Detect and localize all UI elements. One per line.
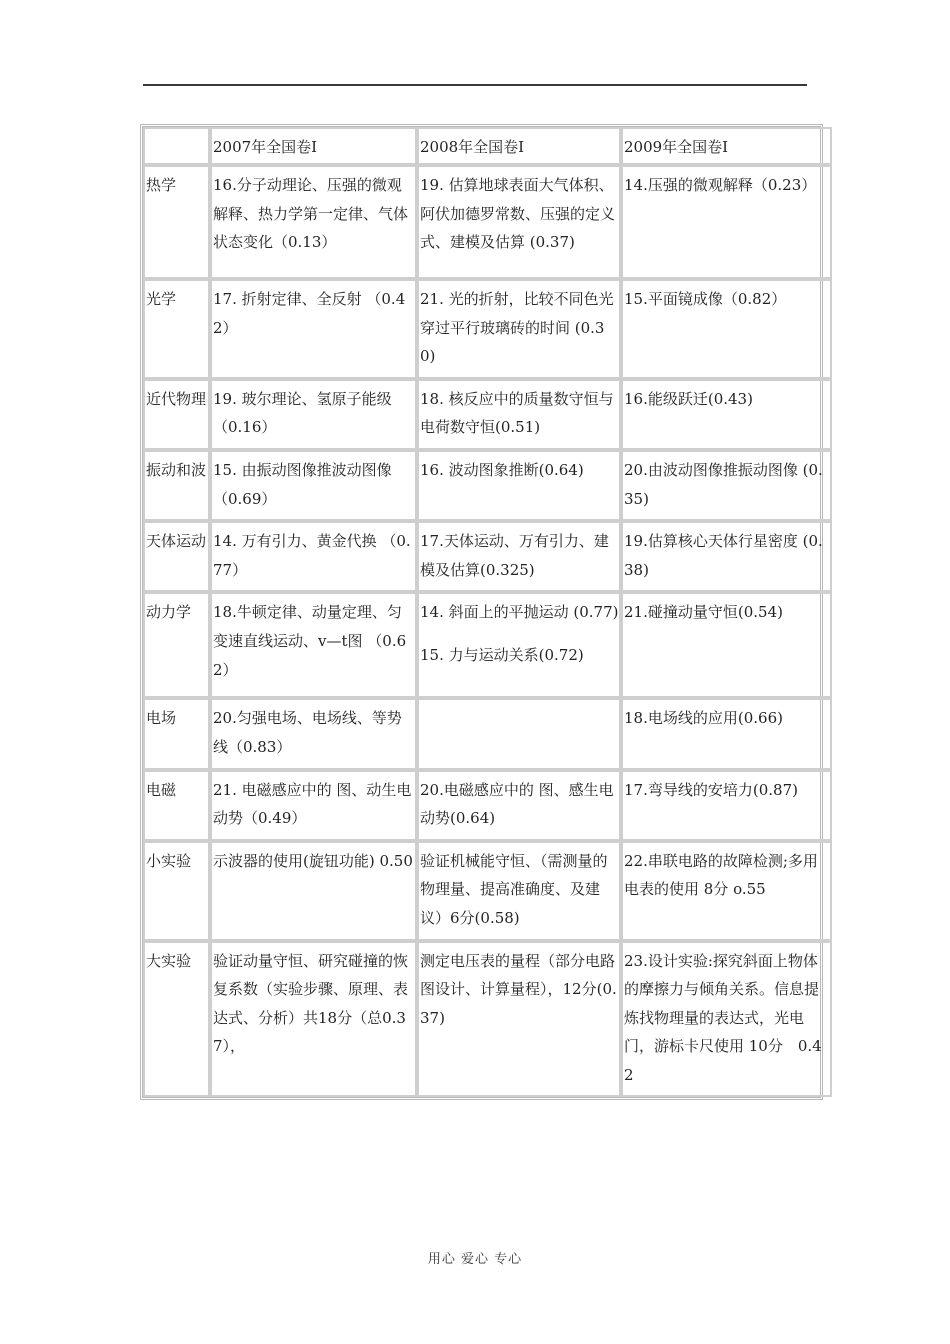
cell-2007: 15. 由振动图像推波动图像 （0.69） [210,450,417,521]
cell-2007: 21. 电磁感应中的 图、动生电动势（0.49） [210,770,417,841]
table-row [143,279,832,379]
cell-2008 [417,592,621,698]
cell-2008 [417,698,621,769]
header-cell-blank [143,127,210,165]
table-row [143,379,832,450]
cell-2008: 21. 光的折射，比较不同色光穿过平行玻璃砖的时间 (0.30) [417,279,621,379]
topic-cell: 光学 [143,279,210,379]
cell-2007: 14. 万有引力、黄金代换 （0.77） [210,521,417,592]
cell-2009: 20.由波动图像推振动图像 (0.35) [621,450,832,521]
table-row [143,450,832,521]
cell-2009: 18.电场线的应用(0.66) [621,698,832,769]
cell-2007: 17. 折射定律、全反射 （0.42） [210,279,417,379]
header-cell-2009: 2009年全国卷Ⅰ [621,127,832,165]
table-row [143,941,832,1098]
topic-cell: 天体运动 [143,521,210,592]
header-cell-2008: 2008年全国卷Ⅰ [417,127,621,165]
paragraph-gap [420,627,619,641]
table-row [143,521,832,592]
topic-cell: 小实验 [143,841,210,941]
cell-2009: 19.估算核心天体行星密度 (0.38) [621,521,832,592]
cell-2009: 23.设计实验:探究斜面上物体的摩擦力与倾角关系。信息提炼找物理量的表达式，光电门，游标卡尺使用 10分 0.42 [621,941,832,1098]
cell-2007: 示波器的使用(旋钮功能) 0.50 [210,841,417,941]
cell-2008: 测定电压表的量程（部分电路图设计、计算量程），12分(0.37) [417,941,621,1098]
exam-analysis-table [140,124,823,1100]
table-row [143,770,832,841]
cell-2008: 16. 波动图象推断(0.64) [417,450,621,521]
table-row [143,698,832,769]
cell-2007: 20.匀强电场、电场线、等势线（0.83） [210,698,417,769]
cell-2009: 22.串联电路的故障检测;多用电表的使用 8分 o.55 [621,841,832,941]
cell-2009: 21.碰撞动量守恒(0.54) [621,592,832,698]
topic-cell: 电磁 [143,770,210,841]
topic-cell: 电场 [143,698,210,769]
table-row [143,841,832,941]
cell-2007: 验证动量守恒、研究碰撞的恢复系数（实验步骤、原理、表达式、分析）共18分（总0.37）， [210,941,417,1098]
topic-cell: 热学 [143,165,210,279]
header-cell-2007: 2007年全国卷Ⅰ [210,127,417,165]
topic-cell: 动力学 [143,592,210,698]
cell-2008: 验证机械能守恒、（需测量的物理量、提高准确度、及建议）6分(0.58) [417,841,621,941]
cell-2009: 16.能级跃迁(0.43) [621,379,832,450]
cell-2008: 20.电磁感应中的 图、感生电动势(0.64) [417,770,621,841]
cell-2007: 18.牛顿定律、动量定理、匀变速直线运动、v—t图 （0.62） [210,592,417,698]
topic-cell: 振动和波 [143,450,210,521]
page-footer: 用心 爱心 专心 [427,1252,523,1267]
table-row [143,165,832,279]
cell-2008: 19. 估算地球表面大气体积、阿伏加德罗常数、压强的定义式、建模及估算 (0.37) [417,165,621,279]
cell-2007: 16.分子动理论、压强的微观解释、热力学第一定律、气体状态变化（0.13） [210,165,417,279]
cell-2009: 14.压强的微观解释（0.23） [621,165,832,279]
table-header-row [143,127,832,165]
cell-2008-item-2: 15. 力与运动关系(0.72) [420,645,584,664]
cell-2009: 15.平面镜成像（0.82） [621,279,832,379]
topic-cell: 大实验 [143,941,210,1098]
topic-cell: 近代物理 [143,379,210,450]
table-row [143,592,832,698]
header-rule [143,84,807,86]
cell-2008: 18. 核反应中的质量数守恒与电荷数守恒(0.51) [417,379,621,450]
cell-2008: 17.天体运动、万有引力、建模及估算(0.325) [417,521,621,592]
cell-2009: 17.弯导线的安培力(0.87) [621,770,832,841]
cell-2007: 19. 玻尔理论、氢原子能级 （0.16） [210,379,417,450]
cell-2008-item-1: 14. 斜面上的平抛运动 (0.77) [420,603,619,622]
